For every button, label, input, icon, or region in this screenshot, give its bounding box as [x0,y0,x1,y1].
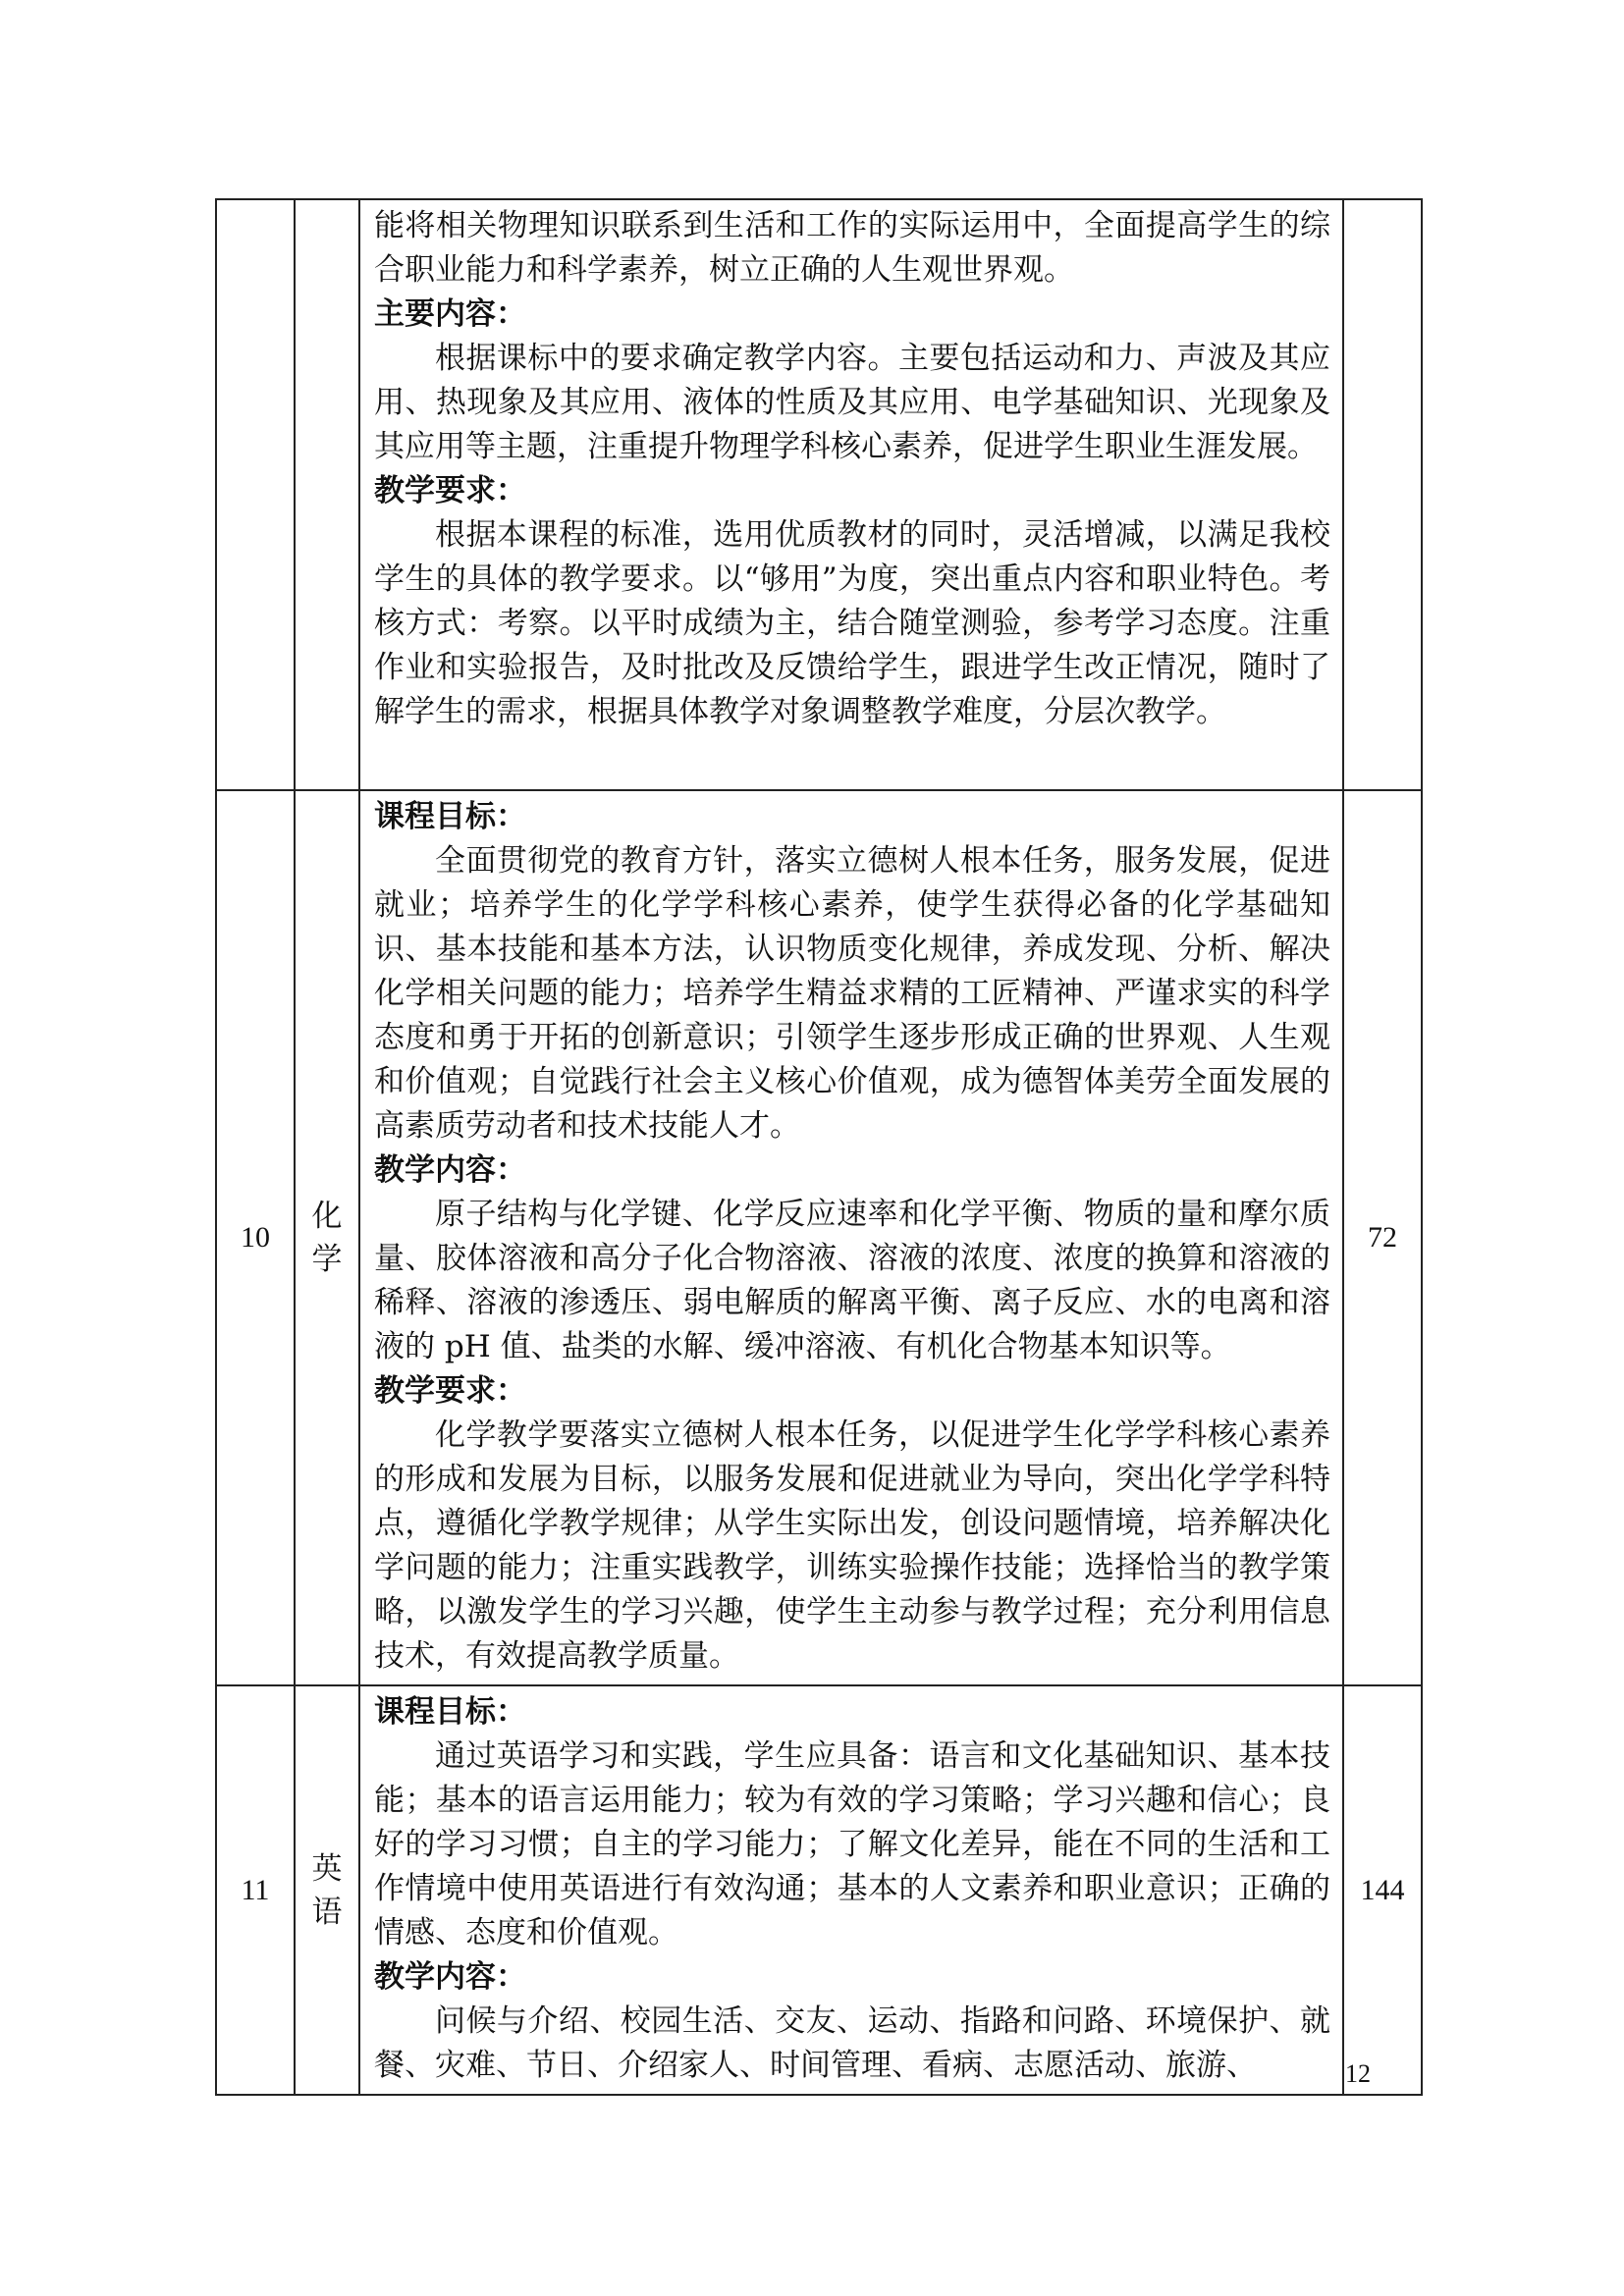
paragraph: 全面贯彻党的教育方针，落实立德树人根本任务，服务发展，促进就业；培养学生的化学学科核心素养，使学生获得必备的化学基础知识、基本技能和基本方法，认识物质变化规律，养成发现、分析、解决化学相关问题的能力；培养学生精益求精的工匠精神、严谨求实的科学态度和勇于开拓的创新意识；引领学生逐步形成正确的世界观、人生观和价值观；自觉践行社会主义核心价值观，成为德智体美劳全面发展的高素质劳动者和技术技能人才。 [374,843,1330,1144]
table-row [216,199,1422,790]
section-heading: 课程目标： [374,1694,526,1730]
course-name [295,199,359,790]
course-name-char: 英 [311,1850,343,1887]
paragraph: 能将相关物理知识联系到生活和工作的实际运用中，全面提高学生的综合职业能力和科学素养，树立正确的人生观世界观。 [374,208,1330,288]
course-description [359,790,1343,1685]
course-hours [1343,199,1422,790]
course-name-char: 语 [311,1894,343,1930]
row-number: 10 [216,790,295,1685]
course-name-char: 化 [311,1199,343,1234]
paragraph: 问候与介绍、校园生活、交友、运动、指路和问路、环境保护、就餐、灾难、节日、介绍家人、时间管理、看病、志愿活动、旅游、 [374,2003,1330,2083]
paragraph: 根据本课程的标准，选用优质教材的同时，灵活增减，以满足我校学生的具体的教学要求。以“够用”为度，突出重点内容和职业特色。考核方式：考察。以平时成绩为主，结合随堂测验，参考学习态度。注重作业和实验报告，及时批改及反馈给学生，跟进学生改正情况，随时了解学生的需求，根据具体教学对象调整教学难度，分层次教学。 [374,517,1330,729]
page-number: 12 [1345,2059,1371,2088]
course-hours: 72 [1343,790,1422,1685]
section-heading: 课程目标： [374,799,526,834]
course-name [295,1685,359,2095]
course-hours: 144 [1343,1685,1422,2095]
row-number [216,199,295,790]
paragraph: 原子结构与化学键、化学反应速率和化学平衡、物质的量和摩尔质量、胶体溶液和高分子化合物溶液、溶液的浓度、浓度的换算和溶液的稀释、溶液的渗透压、弱电解质的解离平衡、离子反应、水的电离和溶液的 pH 值、盐类的水解、缓冲溶液、有机化合物基本知识等。 [374,1197,1330,1364]
curriculum-table [215,198,1423,2096]
course-name-char: 学 [311,1242,343,1277]
course-name [295,790,359,1685]
section-heading: 教学内容： [374,1152,526,1188]
row-number: 11 [216,1685,295,2095]
paragraph: 化学教学要落实立德树人根本任务，以促进学生化学学科核心素养的形成和发展为目标，以服务发展和促进就业为导向，突出化学学科特点，遵循化学教学规律；从学生实际出发，创设问题情境，培养解决化学问题的能力；注重实践教学，训练实验操作技能；选择恰当的教学策略，以激发学生的学习兴趣，使学生主动参与教学过程；充分利用信息技术，有效提高教学质量。 [374,1417,1330,1674]
section-heading: 教学内容： [374,1959,526,1995]
section-heading: 教学要求： [374,1373,526,1409]
course-description [359,1685,1343,2095]
section-heading: 主要内容： [374,296,526,332]
paragraph: 根据课标中的要求确定教学内容。主要包括运动和力、声波及其应用、热现象及其应用、液体的性质及其应用、电学基础知识、光现象及其应用等主题，注重提升物理学科核心素养，促进学生职业生涯发展。 [374,341,1330,464]
section-heading: 教学要求： [374,473,526,508]
table-row [216,790,1422,1685]
paragraph: 通过英语学习和实践，学生应具备：语言和文化基础知识、基本技能；基本的语言运用能力；较为有效的学习策略；学习兴趣和信心；良好的学习习惯；自主的学习能力；了解文化差异，能在不同的生活和工作情境中使用英语进行有效沟通；基本的人文素养和职业意识；正确的情感、态度和价值观。 [374,1738,1330,1950]
table-row [216,1685,1422,2095]
course-description [359,199,1343,790]
